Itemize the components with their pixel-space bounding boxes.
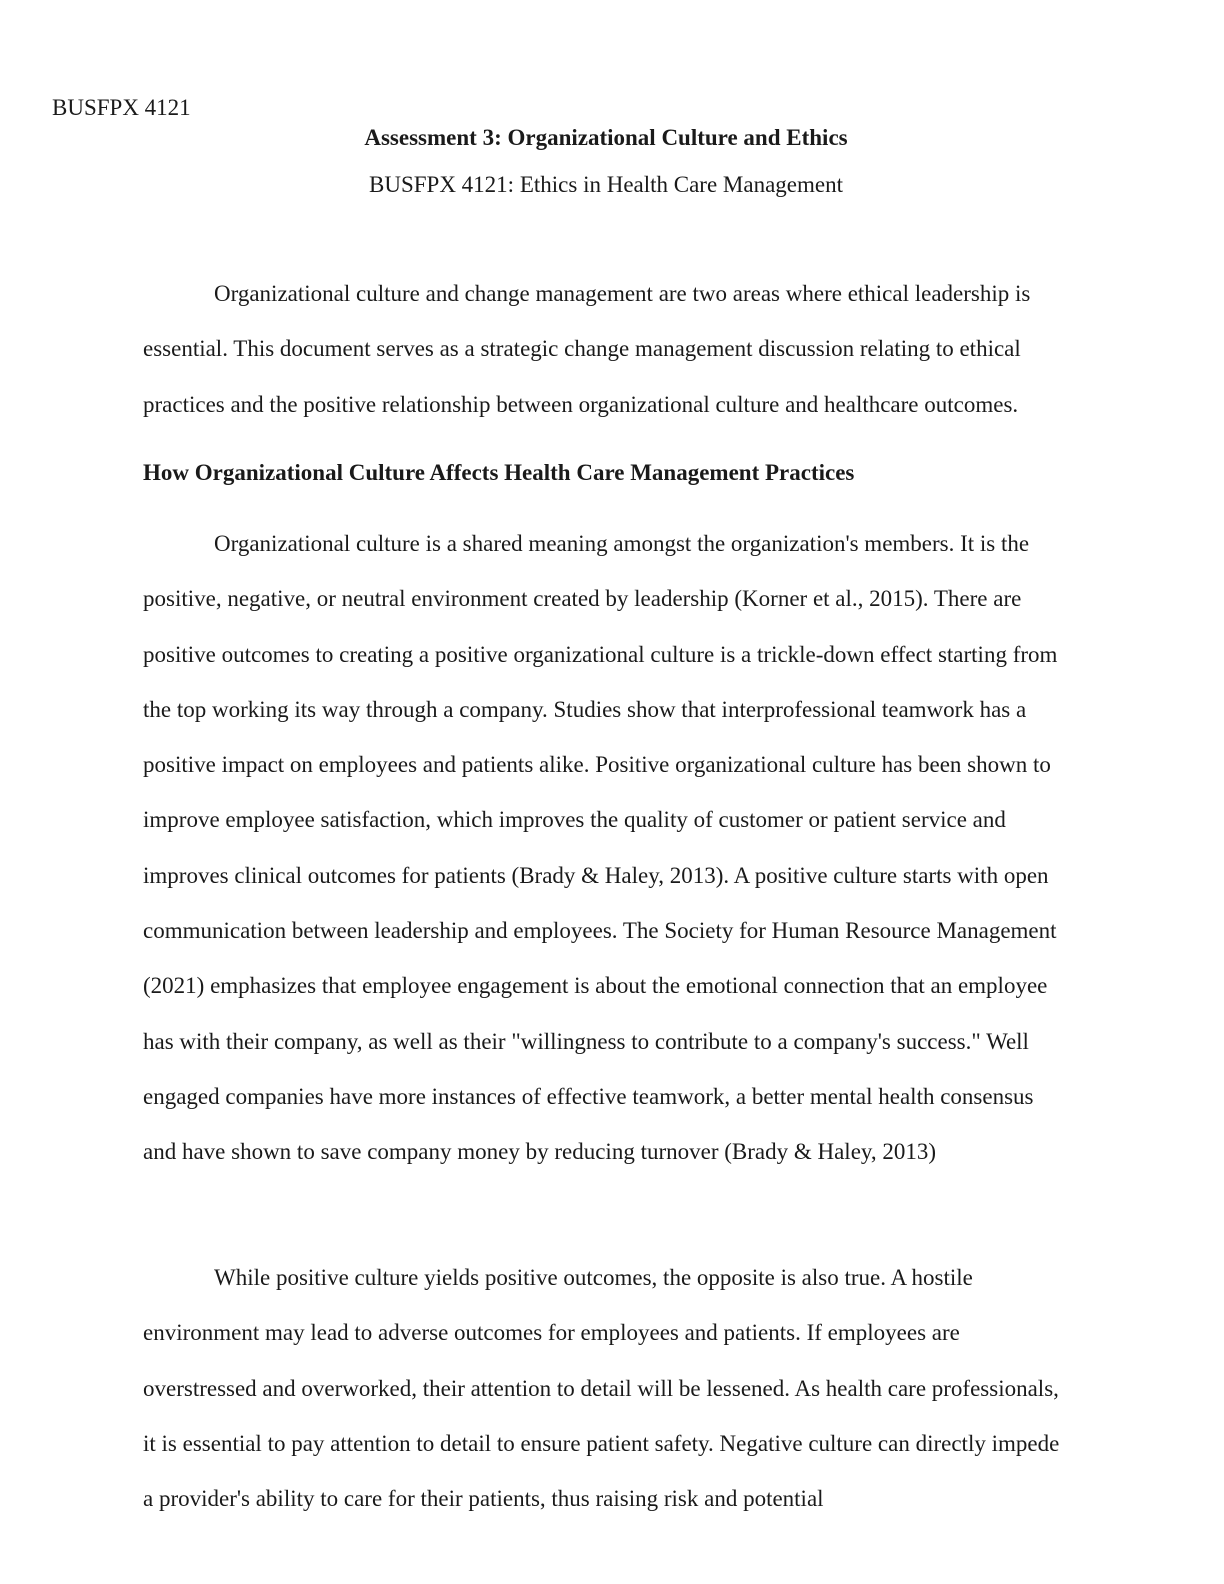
course-code-header: BUSFPX 4121 (52, 95, 191, 120)
document-title: Assessment 3: Organizational Culture and Ethics (364, 125, 848, 150)
document-subtitle: BUSFPX 4121: Ethics in Health Care Management (369, 172, 843, 197)
paragraph-culture-outcomes: Organizational culture is a shared meaning amongst the organization's members. It is the positive, negative, or neutral environment created by leadership (Korner et al., 2015). There are positive outcomes to creating a positive organizational culture is a trickle-down effect starting from the top working its way through a company. Studies show that interprofessional teamwork has a positive impact on employees and patients alike. Positive organizational culture has been shown to improve employee satisfaction, which improves the quality of customer or patient service and improves clinical outcomes for patients (Brady & Haley, 2013). A positive culture starts with open communication between leadership and employees. The Society for Human Resource Management (2021) emphasizes that employee engagement is about the emotional connection that an employee has with their company, as well as their "willingness to contribute to a company's success." Well engaged companies have more instances of effective teamwork, a better mental health consensus and have shown to save company money by reducing turnover (Brady & Haley, 2013) (143, 531, 1058, 1165)
section-heading: How Organizational Culture Affects Health Care Management Practices (143, 460, 855, 485)
paragraph-negative-culture: While positive culture yields positive outcomes, the opposite is also true. A hostile environment may lead to adverse outcomes for employees and patients. If employees are overstressed and overworked, their attention to detail will be lessened. As health care professionals, it is essential to pay attention to detail to ensure patient safety. Negative culture can directly impede a provider's ability to care for their patients, thus raising risk and potential (143, 1265, 1060, 1512)
intro-paragraph: Organizational culture and change management are two areas where ethical leadership is essential. This document serves as a strategic change management discussion relating to ethical practices and the positive relationship between organizational culture and healthcare outcomes. (143, 281, 1031, 417)
